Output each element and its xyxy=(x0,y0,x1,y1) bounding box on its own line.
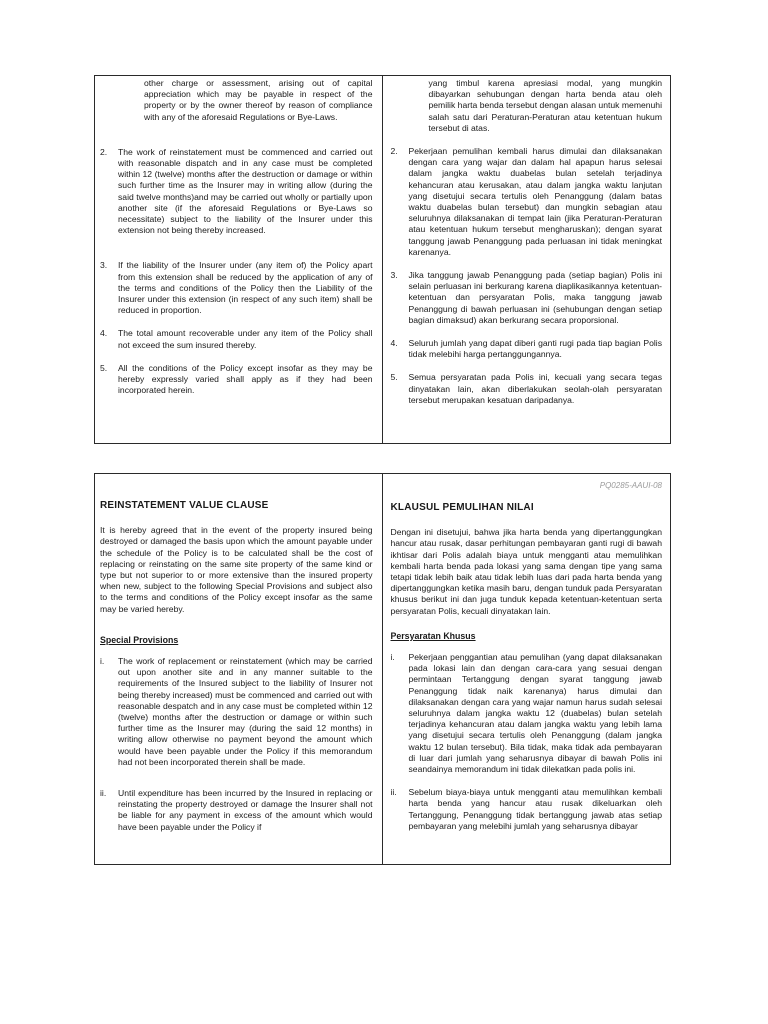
item-number: 3. xyxy=(100,260,108,271)
english-column xyxy=(95,76,383,443)
continued-paragraph: yang timbul karena apresiasi modal, yang mungkin dibayarkan sehubungan dengan harta benda atau oleh pemilik harta benda tersebut dengan alasan untuk memenuhi salah satu dari Peraturan-Peraturan atau ketentuan hukum tersebut di atas. xyxy=(428,78,662,133)
provision-item xyxy=(391,270,663,326)
provision-item xyxy=(391,146,663,258)
provision-item xyxy=(100,788,373,833)
continued-paragraph: other charge or assessment, arising out of capital appreciation which may be payable in respect of the property or by the owner thereof by reason of compliance with any of the aforesaid Regulations or Bye-Laws. xyxy=(144,78,373,122)
provision-item xyxy=(391,652,663,775)
item-text: The work of replacement or reinstatement (which may be carried out upon another site and in any manner suitable to the requirements of the Insured subject to the liability of Insurer not being thereby increased) must be commenced and carried out with reasonable despatch and in any case must be completed within 12 (twelve) months after the destruction or damage or within such further time as the Insurer may (during the said 12 months) in writing allow otherwise no payment beyond the amount which would have been payable under the Policy if this memorandum had not been incorporated therein shall be made. xyxy=(118,656,373,767)
item-number: i. xyxy=(390,652,395,663)
item-text: The total amount recoverable under any item of the Policy shall not exceed the sum insured thereby. xyxy=(118,328,373,350)
reinstatement-clause-panel xyxy=(94,473,671,865)
provision-item xyxy=(100,260,373,316)
clause-continuation-panel xyxy=(94,75,671,444)
item-number: ii. xyxy=(100,788,107,799)
provision-item xyxy=(100,147,373,237)
item-text: Until expenditure has been incurred by the Insured in replacing or reinstating the property destroyed or damage the Insurer shall not be liable for any payment in excess of the amount which would have been payable under the Policy if xyxy=(118,788,373,832)
item-text: Sebelum biaya-biaya untuk mengganti atau memulihkan kembali harta benda yang hancur atau rusak dikeluarkan oleh Tertanggung, Penanggung tidak bertanggung jawab atas setiap pembayaran yang melebihi jumlah yang seharusnya dibayar xyxy=(408,787,662,831)
english-column xyxy=(95,474,383,864)
special-provisions-heading: Special Provisions xyxy=(100,634,179,645)
item-text: The work of reinstatement must be commenced and carried out with reasonable dispatch and in any case must be completed within 12 (twelve) months after the destruction or damage or within such further time as the Insurer may in writing allow (during the said twelve months)and may be carried out wholly or partially upon another site (if the aforesaid Regulations or Bye-Laws so necessitate) subject to the liability of the Insurer under this extension not being thereby increased. xyxy=(118,146,373,236)
clause-intro: It is hereby agreed that in the event of the property insured being destroyed or damaged the basis upon which the amount payable under the schedule of the Policy is to be calculated shall be the cost of replacing or reinstating on the same site property of the same kind or type but not superior to or more extensive than the insured property when new, subject to the following Special Provisions and subject also to the terms and conditions of the Policy except insofar as the same may be varied hereby. xyxy=(100,525,373,614)
item-number: 4. xyxy=(100,328,108,339)
provision-item xyxy=(391,787,663,832)
clause-intro: Dengan ini disetujui, bahwa jika harta benda yang dipertanggungkan hancur atau rusak, dasar perhitungan pembayaran ganti rugi di bawah ikhtisar dari Polis adalah biaya untuk mengganti atau memulihkan kembali harta benda pada lokasi yang sama dengan tipe yang sama tetapi tidak lebih baik atau tidak lebih luas dari pada harta benda yang dipertanggungkan ketika masih baru, dengan tunduk pada Persyaratan khusus berikut ini dan juga tunduk kepada ketentuan-ketentuan serta persyaratan Polis, kecuali dinyatakan lain. xyxy=(390,527,662,616)
indonesian-column xyxy=(383,76,671,443)
item-text: If the liability of the Insurer under (any item of) the Policy apart from this extension shall be reduced by the application of any of the terms and conditions of the Policy then the Liability of the Insurer under this extension (in respect of any such item) shall be reduced in proportion. xyxy=(118,260,373,316)
provision-item xyxy=(391,372,663,406)
clause-heading: REINSTATEMENT VALUE CLAUSE xyxy=(100,500,269,511)
item-number: 5. xyxy=(100,362,108,373)
indonesian-column xyxy=(383,474,671,864)
item-text: All the conditions of the Policy except insofar as they may be hereby expressly varied shall apply as if they had been incorporated herein. xyxy=(118,362,373,396)
clause-heading: KLAUSUL PEMULIHAN NILAI xyxy=(390,502,534,513)
document-reference-code: PQ0285-AAUI-08 xyxy=(599,481,662,490)
item-text: Pekerjaan pemulihan kembali harus dimulai dan dilaksanakan dengan cara yang wajar dan dalam hal apapun harus selesai dalam jangka waktu duabelas bulan setelah terjadinya kehancuran atau kerusakan, atau dalam jangka waktu lanjutan yang disetujui secara tertulis oleh Penanggung (dalam batas waktu duabelas bulan tersebut) dan mungkin sebagian atau seluruhnya dilaksanakan di tempat lain (jika Peraturan-Peraturan atau ketentuan hukum tersebut mengharuskan); dengan syarat tanggung jawab Penanggung pada perluasan ini tidak meningkat karenanya. xyxy=(408,146,662,257)
item-number: i. xyxy=(100,656,105,667)
provision-item xyxy=(391,338,663,360)
item-number: ii. xyxy=(390,787,397,798)
item-text: Pekerjaan penggantian atau pemulihan (yang dapat dilaksanakan pada lokasi lain dan dengan cara-cara yang sesuai dengan permintaan Tertanggung dengan syarat tanggung jawab Penanggung tidak naik karenanya) harus dimulai dan dilaksanakan dengan cara yang wajar namun harus sudah selesai seluruhnya dalam jangka waktu 12 (duabelas) bulan setelah terjadinya kehancuran atau dalam jangka waktu yang lebih lama yang disetujui secara tertulis oleh Penanggung (dalam jangka waktu 12 bulan tersebut). Bila tidak, maka tidak ada pembayaran di luar dari jumlah yang seharusnya dibayar di bawah Polis ini seandainya memorandum ini tidak dilekatkan pada polis ini. xyxy=(408,652,662,775)
provision-item xyxy=(100,328,373,350)
item-number: 2. xyxy=(100,146,108,157)
item-text: Jika tanggung jawab Penanggung pada (setiap bagian) Polis ini selain perluasan ini berkurang karena diaplikasikannya ketentuan-ketentuan dan persyaratan Polis, maka tanggung jawab Penanggung di bawah perluasan ini (sehubungan dengan setiap bagian dimaksud) akan berkurang secara proporsional. xyxy=(408,270,662,325)
item-number: 5. xyxy=(390,372,398,383)
item-text: Seluruh jumlah yang dapat diberi ganti rugi pada tiap bagian Polis tidak melebihi harga pertanggungannya. xyxy=(408,338,662,360)
item-number: 3. xyxy=(390,270,398,281)
item-text: Semua persyaratan pada Polis ini, kecuali yang secara tegas dinyatakan lain, akan diberlakukan seolah-olah persyaratan tersebut merupakan kesatuan daripadanya. xyxy=(408,372,662,405)
provision-item xyxy=(100,363,373,397)
provision-item xyxy=(100,656,373,768)
special-provisions-heading: Persyaratan Khusus xyxy=(390,630,476,641)
item-number: 2. xyxy=(390,146,398,157)
item-number: 4. xyxy=(390,338,398,349)
